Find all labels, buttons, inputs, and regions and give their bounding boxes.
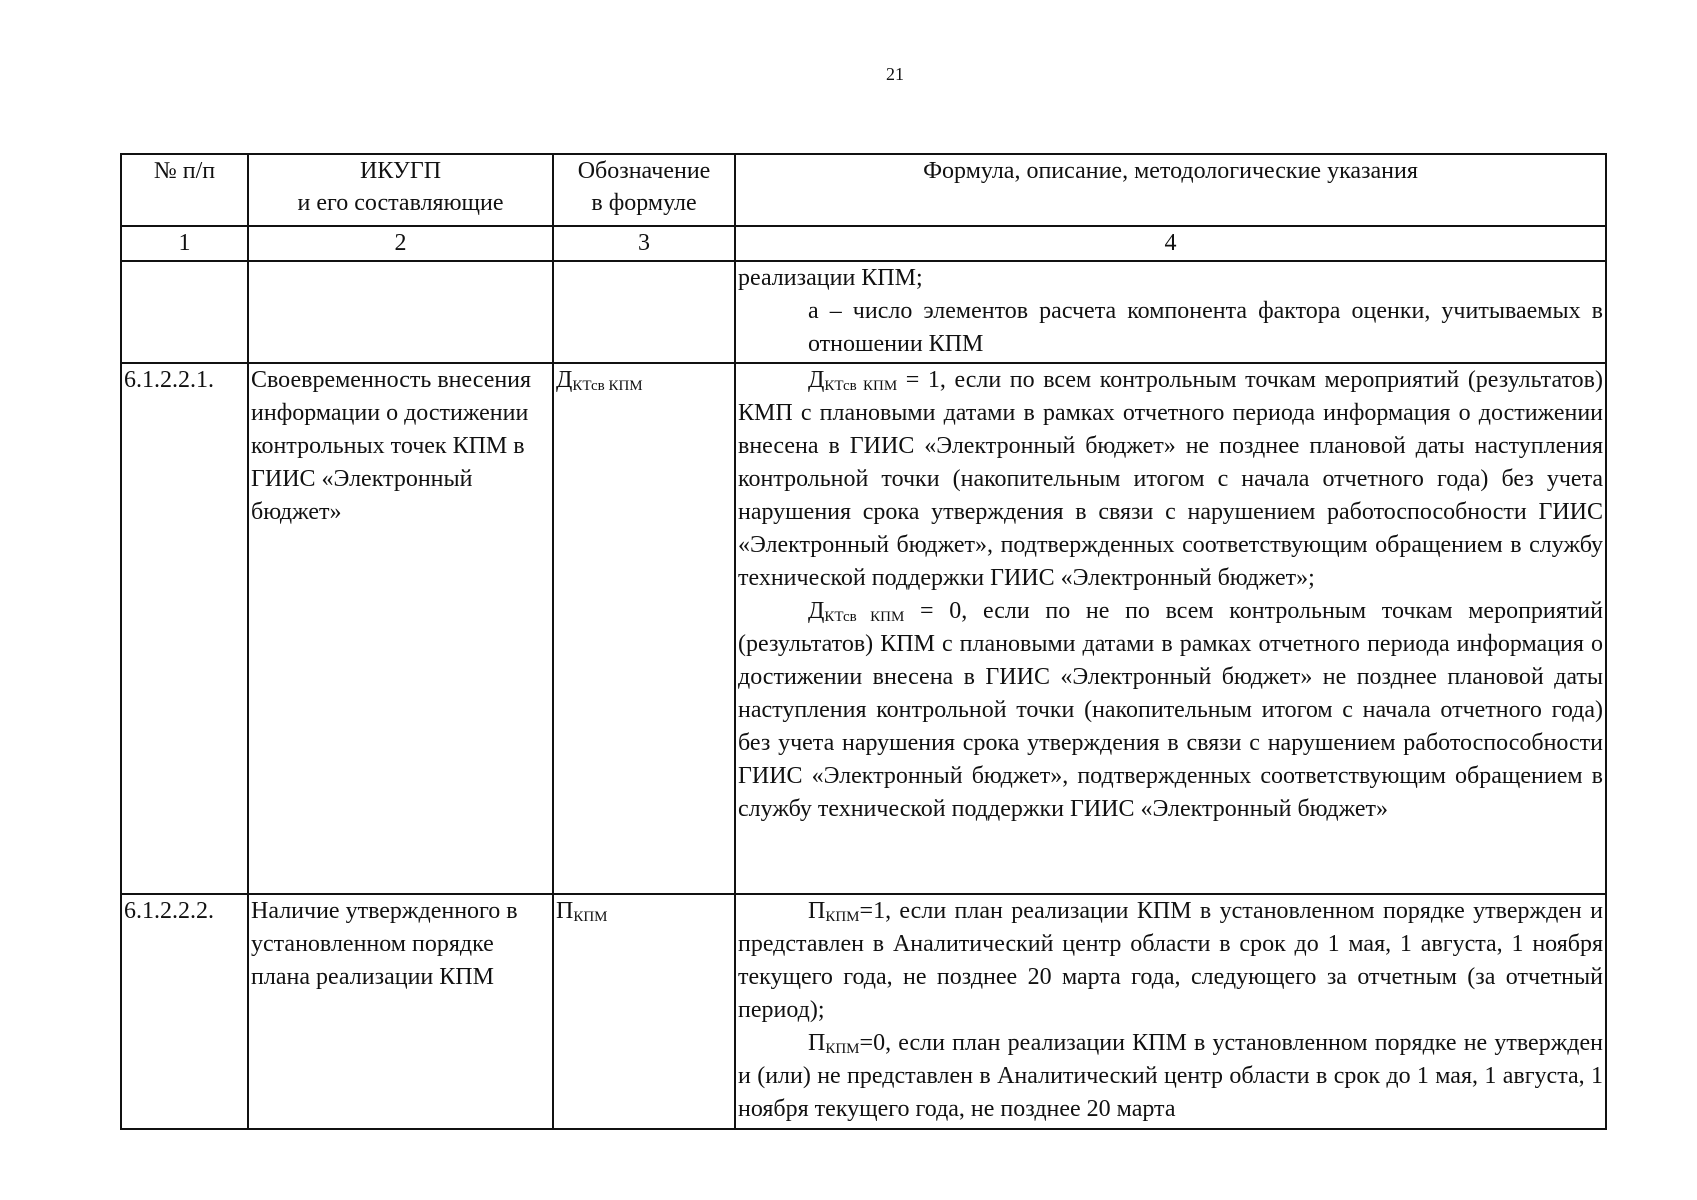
indicators-table (120, 153, 1607, 1130)
formula-description (735, 894, 1606, 1129)
continuation-text: реализации КПМ; а – число элементов расчета компонента фактора оценки, учитываемых в отношении КПМ (735, 261, 1606, 363)
formula-symbol: $П_{КПМ}$ (553, 894, 735, 1129)
header-number: № п/п (121, 154, 248, 226)
page-number: 21 (886, 64, 904, 84)
column-number: 4 (735, 226, 1606, 261)
header-indicator: ИКУГП и его составляющие (248, 154, 553, 226)
indicator-name: Своевременность внесения информации о достижении контрольных точек КПМ в ГИИС «Электронный бюджет» (248, 363, 553, 894)
condition-paragraph: $П_{КПМ}=0$, если план реализации КПМ в установленном порядке не утвержден и (или) не представлен в Аналитический центр области в срок до 1 мая, 1 августа, 1 ноября текущего года, не позднее 20 марта (738, 1030, 1603, 1122)
formula-description (735, 363, 1606, 894)
table-row (121, 894, 1606, 1129)
condition-paragraph: $П_{КПМ}=1$, если план реализации КПМ в установленном порядке утвержден и представлен в Аналитический центр области в срок до 1 мая, 1 августа, 1 ноября текущего года, не позднее 20 марта года, следующего за отчетным (за отчетный период); (738, 898, 1603, 1023)
column-number: 3 (553, 226, 735, 261)
table-row (121, 363, 1606, 894)
row-index: 6.1.2.2.2. (121, 894, 248, 1129)
table-header-row (121, 154, 1606, 226)
header-symbol: Обозначение в формуле (553, 154, 735, 226)
formula-symbol: $Д_{КТсв КПМ}$ (553, 363, 735, 894)
indicator-name: Наличие утвержденного в установленном порядке плана реализации КПМ (248, 894, 553, 1129)
continuation-row (121, 261, 1606, 363)
condition-paragraph: $Д_{КТсв КПМ} = 0$, если по не по всем контрольным точкам мероприятий (результатов) КПМ с плановыми датами в рамках отчетного периода информация о достижении внесена в ГИИС «Электронный бюджет» не позднее плановой даты наступления контрольной точки (накопительным итогом с начала отчетного года) без учета нарушения срока утверждения в связи с нарушением работоспособности ГИИС «Электронный бюджет», подтвержденных соответствующим обращением в службу технической поддержки ГИИС «Электронный бюджет» (738, 598, 1603, 822)
column-numbers-row (121, 226, 1606, 261)
header-formula: Формула, описание, методологические указания (735, 154, 1606, 226)
column-number: 2 (248, 226, 553, 261)
row-index: 6.1.2.2.1. (121, 363, 248, 894)
column-number: 1 (121, 226, 248, 261)
condition-paragraph: $Д_{КТсв КПМ} = 1$, если по всем контрольным точкам мероприятий (результатов) КМП с плановыми датами в рамках отчетного периода информация о достижении внесена в ГИИС «Электронный бюджет» не позднее плановой даты наступления контрольной точки (накопительным итогом с начала отчетного года) без учета нарушения срока утверждения в связи с нарушением работоспособности ГИИС «Электронный бюджет», подтвержденных соответствующим обращением в службу технической поддержки ГИИС «Электронный бюджет»; (738, 367, 1603, 591)
